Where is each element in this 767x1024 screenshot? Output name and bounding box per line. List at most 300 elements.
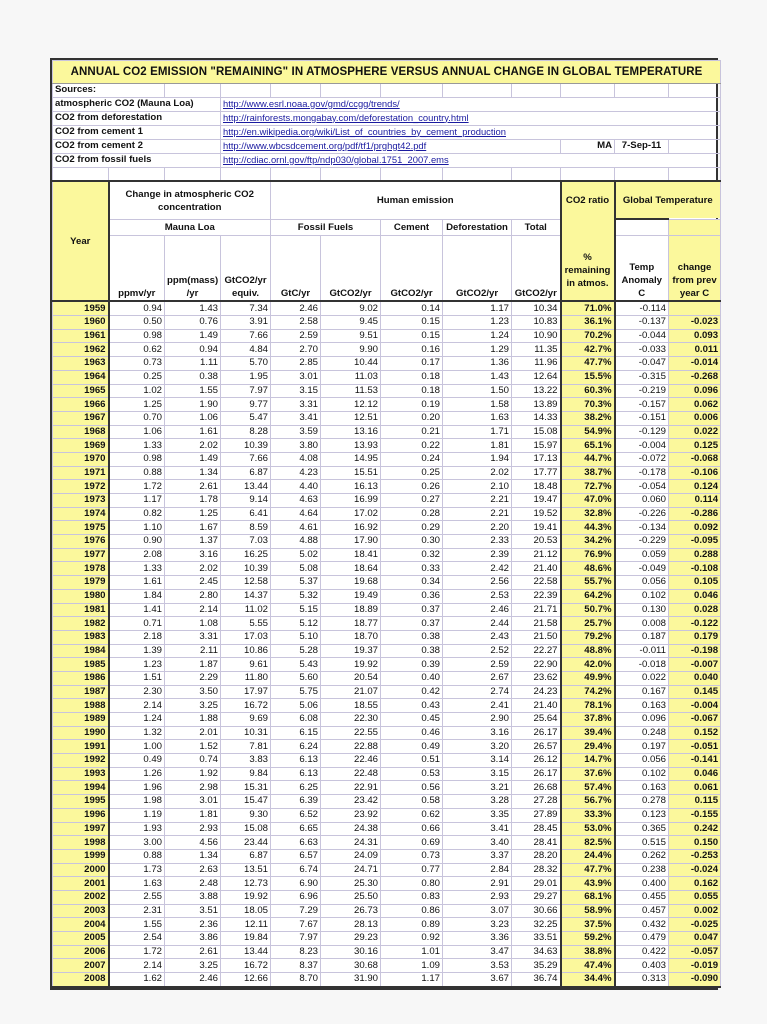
data-cell[interactable]: 5.70 (221, 357, 271, 371)
data-cell[interactable]: 24.31 (321, 836, 381, 850)
data-cell[interactable]: 48.6% (561, 562, 615, 576)
data-cell[interactable]: 30.16 (321, 945, 381, 959)
data-cell[interactable]: 3.15 (271, 384, 321, 398)
data-cell[interactable]: 19.37 (321, 644, 381, 658)
data-cell[interactable]: 0.88 (109, 849, 165, 863)
data-cell[interactable]: 0.006 (669, 411, 721, 425)
data-cell[interactable]: 11.03 (321, 370, 381, 384)
data-cell[interactable]: 1.33 (109, 562, 165, 576)
data-cell[interactable]: 34.63 (512, 945, 561, 959)
data-cell[interactable]: 13.16 (321, 425, 381, 439)
data-cell[interactable]: 1.34 (165, 466, 221, 480)
data-cell[interactable]: 10.39 (221, 439, 271, 453)
data-cell[interactable]: 13.22 (512, 384, 561, 398)
data-cell[interactable]: 11.02 (221, 603, 271, 617)
data-cell[interactable]: 9.14 (221, 494, 271, 508)
data-cell[interactable]: 5.10 (271, 630, 321, 644)
data-cell[interactable]: 25.50 (321, 890, 381, 904)
data-cell[interactable]: 38.8% (561, 945, 615, 959)
data-cell[interactable]: 0.365 (615, 822, 669, 836)
data-cell[interactable]: 28.45 (512, 822, 561, 836)
data-cell[interactable]: 9.84 (221, 767, 271, 781)
data-cell[interactable]: 2.46 (165, 973, 221, 987)
data-cell[interactable]: 55.7% (561, 576, 615, 590)
data-cell[interactable]: 2.41 (443, 699, 512, 713)
data-cell[interactable]: -0.253 (669, 849, 721, 863)
data-cell[interactable]: 3.31 (271, 398, 321, 412)
data-cell[interactable]: 22.90 (512, 658, 561, 672)
data-cell[interactable]: 32.25 (512, 918, 561, 932)
data-cell[interactable]: 7.03 (221, 535, 271, 549)
data-cell[interactable]: 11.80 (221, 671, 271, 685)
data-cell[interactable]: 37.6% (561, 767, 615, 781)
data-cell[interactable]: 2.53 (443, 589, 512, 603)
data-cell[interactable]: 1.17 (109, 494, 165, 508)
data-cell[interactable]: 2.01 (165, 726, 221, 740)
data-cell[interactable]: 1.51 (109, 671, 165, 685)
year-cell[interactable]: 2005 (53, 932, 109, 946)
data-cell[interactable]: 1.71 (443, 425, 512, 439)
data-cell[interactable]: 4.84 (221, 343, 271, 357)
data-cell[interactable]: 23.44 (221, 836, 271, 850)
data-cell[interactable]: 2.30 (109, 685, 165, 699)
year-cell[interactable]: 1990 (53, 726, 109, 740)
source-link[interactable]: http://www.esrl.noaa.gov/gmd/ccgg/trends/ (223, 97, 400, 109)
year-cell[interactable]: 1959 (53, 301, 109, 315)
data-cell[interactable]: 9.51 (321, 329, 381, 343)
data-cell[interactable]: 1.24 (443, 329, 512, 343)
data-cell[interactable]: -0.108 (669, 562, 721, 576)
data-cell[interactable]: 1.37 (165, 535, 221, 549)
data-cell[interactable]: 0.37 (381, 603, 443, 617)
data-cell[interactable]: 20.54 (321, 671, 381, 685)
year-cell[interactable]: 2002 (53, 890, 109, 904)
data-cell[interactable]: 19.92 (321, 658, 381, 672)
data-cell[interactable]: 8.37 (271, 959, 321, 973)
data-cell[interactable]: 4.88 (271, 535, 321, 549)
year-cell[interactable]: 1986 (53, 671, 109, 685)
data-cell[interactable]: 3.20 (443, 740, 512, 754)
data-cell[interactable]: 0.061 (669, 781, 721, 795)
year-cell[interactable]: 2007 (53, 959, 109, 973)
data-cell[interactable]: 1.39 (109, 644, 165, 658)
data-cell[interactable]: 64.2% (561, 589, 615, 603)
data-cell[interactable]: 2.59 (271, 329, 321, 343)
data-cell[interactable]: 0.046 (669, 589, 721, 603)
data-cell[interactable]: 1.95 (221, 370, 271, 384)
data-cell[interactable]: 3.83 (221, 754, 271, 768)
data-cell[interactable]: 2.31 (109, 904, 165, 918)
data-cell[interactable]: 1.09 (381, 959, 443, 973)
data-cell[interactable]: 3.88 (165, 890, 221, 904)
data-cell[interactable]: 1.81 (443, 439, 512, 453)
data-cell[interactable]: 19.92 (221, 890, 271, 904)
data-cell[interactable]: -0.025 (669, 918, 721, 932)
data-cell[interactable]: 0.62 (109, 343, 165, 357)
data-cell[interactable]: 15.31 (221, 781, 271, 795)
data-cell[interactable]: -0.047 (615, 357, 669, 371)
data-cell[interactable]: 5.08 (271, 562, 321, 576)
data-cell[interactable]: 19.84 (221, 932, 271, 946)
data-cell[interactable]: 2.58 (271, 316, 321, 330)
data-cell[interactable]: 0.040 (669, 671, 721, 685)
data-cell[interactable]: 9.77 (221, 398, 271, 412)
data-cell[interactable]: 33.51 (512, 932, 561, 946)
year-cell[interactable]: 1969 (53, 439, 109, 453)
data-cell[interactable]: 47.4% (561, 959, 615, 973)
data-cell[interactable]: 35.29 (512, 959, 561, 973)
data-cell[interactable]: 29.01 (512, 877, 561, 891)
data-cell[interactable]: 5.43 (271, 658, 321, 672)
data-cell[interactable]: 65.1% (561, 439, 615, 453)
data-cell[interactable]: 1.81 (165, 808, 221, 822)
data-cell[interactable]: 0.150 (669, 836, 721, 850)
data-cell[interactable]: 22.58 (512, 576, 561, 590)
data-cell[interactable]: 9.02 (321, 301, 381, 315)
data-cell[interactable]: -0.044 (615, 329, 669, 343)
data-cell[interactable]: -0.004 (615, 439, 669, 453)
data-cell[interactable]: 16.25 (221, 548, 271, 562)
data-cell[interactable]: 0.479 (615, 932, 669, 946)
data-cell[interactable]: 25.30 (321, 877, 381, 891)
data-cell[interactable]: 18.41 (321, 548, 381, 562)
data-cell[interactable]: -0.095 (669, 535, 721, 549)
data-cell[interactable]: 36.74 (512, 973, 561, 987)
data-cell[interactable]: 0.262 (615, 849, 669, 863)
data-cell[interactable]: 15.97 (512, 439, 561, 453)
year-cell[interactable]: 1977 (53, 548, 109, 562)
data-cell[interactable]: 1.49 (165, 452, 221, 466)
year-cell[interactable]: 1961 (53, 329, 109, 343)
data-cell[interactable]: 0.69 (381, 836, 443, 850)
data-cell[interactable]: 19.52 (512, 507, 561, 521)
data-cell[interactable]: 0.130 (615, 603, 669, 617)
data-cell[interactable]: 13.44 (221, 945, 271, 959)
data-cell[interactable]: 0.90 (109, 535, 165, 549)
data-cell[interactable]: -0.024 (669, 863, 721, 877)
data-cell[interactable]: 2.08 (109, 548, 165, 562)
data-cell[interactable]: 13.44 (221, 480, 271, 494)
data-cell[interactable]: 28.13 (321, 918, 381, 932)
data-cell[interactable]: 16.92 (321, 521, 381, 535)
data-cell[interactable]: 15.47 (221, 795, 271, 809)
data-cell[interactable]: 4.64 (271, 507, 321, 521)
data-cell[interactable]: -0.151 (615, 411, 669, 425)
data-cell[interactable]: 2.61 (165, 480, 221, 494)
data-cell[interactable]: 19.49 (321, 589, 381, 603)
data-cell[interactable]: 2.18 (109, 630, 165, 644)
year-cell[interactable]: 1970 (53, 452, 109, 466)
data-cell[interactable]: 0.059 (615, 548, 669, 562)
data-cell[interactable]: 28.20 (512, 849, 561, 863)
data-cell[interactable]: 2.42 (443, 562, 512, 576)
data-cell[interactable]: 0.422 (615, 945, 669, 959)
data-cell[interactable]: 1.88 (165, 713, 221, 727)
data-cell[interactable]: 34.4% (561, 973, 615, 987)
data-cell[interactable]: 30.66 (512, 904, 561, 918)
year-cell[interactable]: 1962 (53, 343, 109, 357)
data-cell[interactable]: -0.114 (615, 301, 669, 315)
data-cell[interactable]: -0.011 (615, 644, 669, 658)
data-cell[interactable]: -0.090 (669, 973, 721, 987)
data-cell[interactable]: -0.129 (615, 425, 669, 439)
year-cell[interactable]: 1967 (53, 411, 109, 425)
data-cell[interactable]: 21.58 (512, 617, 561, 631)
year-cell[interactable]: 1975 (53, 521, 109, 535)
data-cell[interactable]: 0.002 (669, 904, 721, 918)
data-cell[interactable]: 0.17 (381, 357, 443, 371)
data-cell[interactable]: 0.42 (381, 685, 443, 699)
data-cell[interactable]: 0.40 (381, 671, 443, 685)
data-cell[interactable]: 26.12 (512, 754, 561, 768)
data-cell[interactable]: 0.060 (615, 494, 669, 508)
data-cell[interactable]: 2.46 (271, 301, 321, 315)
data-cell[interactable]: 0.20 (381, 411, 443, 425)
data-cell[interactable]: 70.2% (561, 329, 615, 343)
data-cell[interactable]: 0.19 (381, 398, 443, 412)
data-cell[interactable]: 16.13 (321, 480, 381, 494)
data-cell[interactable]: 17.97 (221, 685, 271, 699)
data-cell[interactable]: 2.48 (165, 877, 221, 891)
data-cell[interactable]: 0.15 (381, 329, 443, 343)
data-cell[interactable]: 0.38 (381, 630, 443, 644)
data-cell[interactable]: 13.89 (512, 398, 561, 412)
data-cell[interactable]: 58.9% (561, 904, 615, 918)
data-cell[interactable]: 36.1% (561, 316, 615, 330)
data-cell[interactable]: 23.42 (321, 795, 381, 809)
data-cell[interactable]: 4.40 (271, 480, 321, 494)
data-cell[interactable]: 0.096 (615, 713, 669, 727)
data-cell[interactable]: 48.8% (561, 644, 615, 658)
data-cell[interactable]: -0.141 (669, 754, 721, 768)
data-cell[interactable]: 3.51 (165, 904, 221, 918)
data-cell[interactable]: 0.36 (381, 589, 443, 603)
data-cell[interactable]: 18.89 (321, 603, 381, 617)
data-cell[interactable]: 31.90 (321, 973, 381, 987)
data-cell[interactable]: 28.32 (512, 863, 561, 877)
data-cell[interactable]: 1.93 (109, 822, 165, 836)
data-cell[interactable]: 9.90 (321, 343, 381, 357)
data-cell[interactable]: -0.019 (669, 959, 721, 973)
data-cell[interactable]: 1.98 (109, 795, 165, 809)
data-cell[interactable]: 2.80 (165, 589, 221, 603)
data-cell[interactable]: 7.81 (221, 740, 271, 754)
data-cell[interactable]: 1.92 (165, 767, 221, 781)
data-cell[interactable]: 0.51 (381, 754, 443, 768)
data-cell[interactable]: 17.02 (321, 507, 381, 521)
data-cell[interactable]: 18.05 (221, 904, 271, 918)
data-cell[interactable]: 47.7% (561, 357, 615, 371)
year-cell[interactable]: 2006 (53, 945, 109, 959)
data-cell[interactable]: 3.15 (443, 767, 512, 781)
data-cell[interactable]: 6.87 (221, 466, 271, 480)
data-cell[interactable]: 2.36 (165, 918, 221, 932)
data-cell[interactable]: 0.73 (109, 357, 165, 371)
data-cell[interactable]: 0.89 (381, 918, 443, 932)
data-cell[interactable]: 16.72 (221, 959, 271, 973)
data-cell[interactable]: 10.34 (512, 301, 561, 315)
data-cell[interactable]: 24.4% (561, 849, 615, 863)
year-cell[interactable]: 1997 (53, 822, 109, 836)
year-cell[interactable]: 1989 (53, 713, 109, 727)
data-cell[interactable]: -0.157 (615, 398, 669, 412)
data-cell[interactable]: 6.25 (271, 781, 321, 795)
data-cell[interactable]: 5.75 (271, 685, 321, 699)
data-cell[interactable]: 3.07 (443, 904, 512, 918)
data-cell[interactable]: 0.248 (615, 726, 669, 740)
data-cell[interactable]: 22.48 (321, 767, 381, 781)
data-cell[interactable]: 0.22 (381, 439, 443, 453)
data-cell[interactable]: 50.7% (561, 603, 615, 617)
data-cell[interactable]: 49.9% (561, 671, 615, 685)
data-cell[interactable]: 23.92 (321, 808, 381, 822)
data-cell[interactable]: 1.73 (109, 863, 165, 877)
year-cell[interactable]: 1979 (53, 576, 109, 590)
data-cell[interactable]: 37.5% (561, 918, 615, 932)
data-cell[interactable]: 0.32 (381, 548, 443, 562)
data-cell[interactable]: -0.057 (669, 945, 721, 959)
data-cell[interactable]: 2.33 (443, 535, 512, 549)
data-cell[interactable]: 0.56 (381, 781, 443, 795)
data-cell[interactable]: 1.94 (443, 452, 512, 466)
year-cell[interactable]: 1968 (53, 425, 109, 439)
data-cell[interactable]: 2.55 (109, 890, 165, 904)
data-cell[interactable]: 37.8% (561, 713, 615, 727)
data-cell[interactable]: 9.45 (321, 316, 381, 330)
data-cell[interactable]: 2.43 (443, 630, 512, 644)
year-cell[interactable]: 1980 (53, 589, 109, 603)
data-cell[interactable]: 14.7% (561, 754, 615, 768)
data-cell[interactable]: 9.30 (221, 808, 271, 822)
data-cell[interactable]: 3.25 (165, 959, 221, 973)
data-cell[interactable]: 0.46 (381, 726, 443, 740)
data-cell[interactable]: -0.018 (615, 658, 669, 672)
data-cell[interactable]: 1.72 (109, 480, 165, 494)
year-cell[interactable]: 1978 (53, 562, 109, 576)
data-cell[interactable]: 0.77 (381, 863, 443, 877)
data-cell[interactable]: 21.71 (512, 603, 561, 617)
year-cell[interactable]: 1971 (53, 466, 109, 480)
data-cell[interactable]: 0.74 (165, 754, 221, 768)
data-cell[interactable]: 6.65 (271, 822, 321, 836)
data-cell[interactable]: 1.78 (165, 494, 221, 508)
data-cell[interactable]: 1.63 (443, 411, 512, 425)
data-cell[interactable]: 38.2% (561, 411, 615, 425)
data-cell[interactable]: -0.122 (669, 617, 721, 631)
data-cell[interactable]: 0.102 (615, 589, 669, 603)
data-cell[interactable]: 21.50 (512, 630, 561, 644)
data-cell[interactable]: 68.1% (561, 890, 615, 904)
data-cell[interactable]: 7.67 (271, 918, 321, 932)
data-cell[interactable]: 15.08 (512, 425, 561, 439)
data-cell[interactable]: 25.64 (512, 713, 561, 727)
year-cell[interactable]: 2008 (53, 973, 109, 987)
data-cell[interactable]: 1.96 (109, 781, 165, 795)
data-cell[interactable]: 21.07 (321, 685, 381, 699)
data-cell[interactable]: -0.033 (615, 343, 669, 357)
data-cell[interactable]: 3.67 (443, 973, 512, 987)
data-cell[interactable]: 2.10 (443, 480, 512, 494)
data-cell[interactable]: 59.2% (561, 932, 615, 946)
data-cell[interactable]: 29.27 (512, 890, 561, 904)
data-cell[interactable]: 0.14 (381, 301, 443, 315)
data-cell[interactable]: -0.155 (669, 808, 721, 822)
data-cell[interactable]: 3.53 (443, 959, 512, 973)
data-cell[interactable]: 0.163 (615, 781, 669, 795)
data-cell[interactable]: 0.047 (669, 932, 721, 946)
data-cell[interactable]: 0.278 (615, 795, 669, 809)
data-cell[interactable]: 13.93 (321, 439, 381, 453)
data-cell[interactable]: 1.61 (109, 576, 165, 590)
data-cell[interactable]: 1.10 (109, 521, 165, 535)
data-cell[interactable]: 1.58 (443, 398, 512, 412)
data-cell[interactable]: 47.7% (561, 863, 615, 877)
data-cell[interactable]: 0.27 (381, 494, 443, 508)
data-cell[interactable]: 10.83 (512, 316, 561, 330)
data-cell[interactable]: 1.33 (109, 439, 165, 453)
data-cell[interactable]: 4.23 (271, 466, 321, 480)
data-cell[interactable]: 72.7% (561, 480, 615, 494)
data-cell[interactable]: 22.91 (321, 781, 381, 795)
year-cell[interactable]: 1991 (53, 740, 109, 754)
data-cell[interactable]: 0.18 (381, 384, 443, 398)
data-cell[interactable]: 60.3% (561, 384, 615, 398)
data-cell[interactable]: 17.13 (512, 452, 561, 466)
data-cell[interactable]: 0.38 (165, 370, 221, 384)
data-cell[interactable]: 2.93 (443, 890, 512, 904)
data-cell[interactable]: 2.85 (271, 357, 321, 371)
data-cell[interactable]: 1.84 (109, 589, 165, 603)
source-link[interactable]: http://cdiac.ornl.gov/ftp/ndp030/global.1751_2007.ems (223, 153, 449, 165)
data-cell[interactable]: -0.068 (669, 452, 721, 466)
data-cell[interactable]: 2.02 (443, 466, 512, 480)
year-cell[interactable]: 1964 (53, 370, 109, 384)
data-cell[interactable]: 0.86 (381, 904, 443, 918)
data-cell[interactable]: -0.014 (669, 357, 721, 371)
data-cell[interactable]: 0.94 (165, 343, 221, 357)
data-cell[interactable]: 0.011 (669, 343, 721, 357)
data-cell[interactable]: -0.198 (669, 644, 721, 658)
data-cell[interactable]: 2.54 (109, 932, 165, 946)
data-cell[interactable]: -0.004 (669, 699, 721, 713)
data-cell[interactable]: 26.17 (512, 767, 561, 781)
data-cell[interactable]: 6.63 (271, 836, 321, 850)
data-cell[interactable]: 0.288 (669, 548, 721, 562)
year-cell[interactable]: 1960 (53, 316, 109, 330)
data-cell[interactable]: 8.28 (221, 425, 271, 439)
data-cell[interactable]: 33.3% (561, 808, 615, 822)
data-cell[interactable]: 5.12 (271, 617, 321, 631)
data-cell[interactable]: 74.2% (561, 685, 615, 699)
data-cell[interactable]: 5.15 (271, 603, 321, 617)
data-cell[interactable]: 2.67 (443, 671, 512, 685)
year-cell[interactable]: 1993 (53, 767, 109, 781)
data-cell[interactable]: 1.23 (109, 658, 165, 672)
data-cell[interactable]: 17.03 (221, 630, 271, 644)
data-cell[interactable]: 0.71 (109, 617, 165, 631)
year-cell[interactable]: 1995 (53, 795, 109, 809)
data-cell[interactable]: 3.59 (271, 425, 321, 439)
data-cell[interactable]: 5.06 (271, 699, 321, 713)
data-cell[interactable]: 0.98 (109, 452, 165, 466)
data-cell[interactable]: 0.73 (381, 849, 443, 863)
data-cell[interactable]: 2.02 (165, 562, 221, 576)
data-cell[interactable]: 0.25 (109, 370, 165, 384)
data-cell[interactable]: 2.59 (443, 658, 512, 672)
data-cell[interactable]: 0.15 (381, 316, 443, 330)
data-cell[interactable]: 4.61 (271, 521, 321, 535)
data-cell[interactable]: 1.67 (165, 521, 221, 535)
